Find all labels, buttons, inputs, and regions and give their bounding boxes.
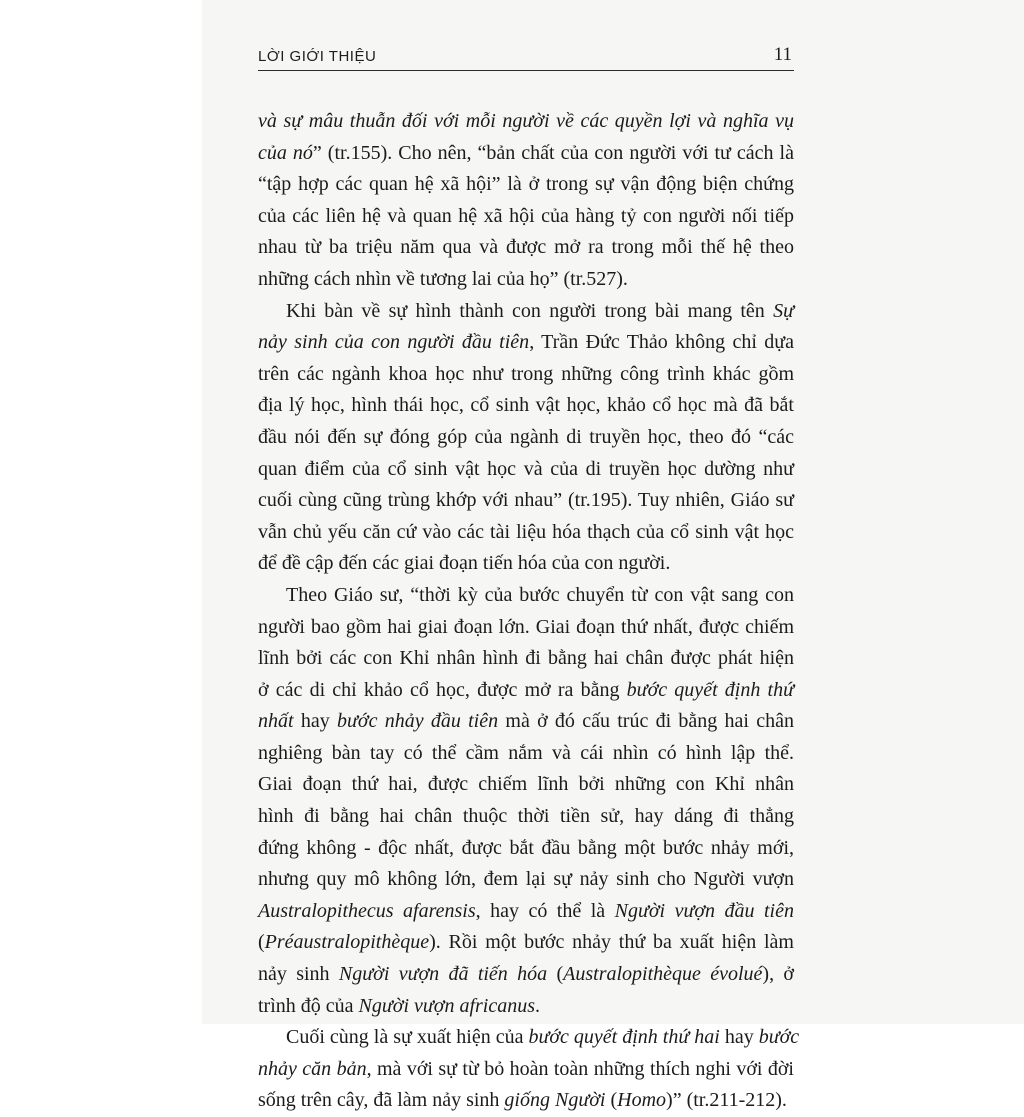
text-line <box>258 1054 794 1086</box>
text-line <box>258 454 794 486</box>
text-line <box>258 801 794 833</box>
text-line <box>258 359 794 391</box>
text-run: nhau từ ba triệu năm qua và được mở ra trong mỗi thế hệ theo <box>258 236 794 259</box>
text-line <box>258 612 794 644</box>
text-run: cuối cùng cũng trùng khớp với nhau” (tr.195). Tuy nhiên, Giáo sư <box>258 489 794 512</box>
text-run: đầu nói đến sự đóng góp của ngành di truyền học, theo đó “các <box>258 425 794 448</box>
text-run: . <box>535 994 541 1017</box>
italic-run: và sự mâu thuẫn đối với mỗi người về các quyền lợi và nghĩa vụ <box>258 110 794 132</box>
italic-run: bước <box>758 1026 800 1049</box>
italic-run: Australopithèque évolué <box>563 963 763 986</box>
text-run: )” (tr.211-212). <box>666 1089 787 1112</box>
italic-run: Người vượn đầu tiên <box>614 899 794 922</box>
paragraph <box>258 580 794 1022</box>
text-line <box>258 675 794 707</box>
italic-run: nhất <box>258 710 294 733</box>
paragraph <box>258 296 794 580</box>
text-run: Theo Giáo sư, “thời kỳ của bước chuyển từ con vật sang con <box>286 583 794 606</box>
italic-run: nhảy căn bản <box>258 1057 367 1080</box>
text-line <box>258 548 794 580</box>
page-number: 11 <box>773 44 792 65</box>
italic-run: Australopithecus afarensis <box>258 899 476 922</box>
text-run: “tập hợp các quan hệ xã hội” là ở trong sự vận động biện chứng <box>258 173 794 196</box>
text-line <box>258 738 794 770</box>
text-run: hay <box>293 710 337 733</box>
text-line <box>258 864 794 896</box>
text-run: ở các di chỉ khảo cổ học, được mở ra bằng <box>258 678 627 701</box>
text-run: để đề cập đến các giai đoạn tiến hóa của con người. <box>258 552 671 575</box>
body-text <box>258 106 800 1117</box>
text-run: , hay có thể là <box>475 899 615 922</box>
text-line <box>258 296 794 328</box>
text-line <box>258 769 794 801</box>
text-run: nghiêng bàn tay có thể cầm nắm và cái nhìn có hình lập thể. <box>258 741 794 764</box>
text-line <box>258 232 794 264</box>
text-run: lĩnh bởi các con Khỉ nhân hình đi bằng hai chân được phát hiện <box>258 647 794 670</box>
text-run: hay <box>719 1026 759 1049</box>
text-line <box>258 991 794 1023</box>
text-run: trình độ của <box>258 994 359 1017</box>
text-run: vẫn chủ yếu căn cứ vào các tài liệu hóa thạch của cổ sinh vật học <box>258 520 794 543</box>
text-line <box>258 896 794 928</box>
text-run: Giai đoạn thứ hai, được chiếm lĩnh bởi những con Khỉ nhân <box>258 773 794 796</box>
paragraph <box>258 1022 800 1117</box>
text-run: người bao gồm hai giai đoạn lớn. Giai đoạn thứ nhất, được chiếm <box>258 615 794 638</box>
text-run: ( <box>605 1089 618 1112</box>
text-run: mà ở đó cấu trúc đi bằng hai chân <box>498 710 795 733</box>
text-run: , mà với sự từ bỏ hoàn toàn những thích nghi với đời <box>366 1057 794 1080</box>
running-header <box>258 44 794 71</box>
text-line <box>258 706 794 738</box>
text-run: ), ở <box>762 963 794 986</box>
text-line <box>258 485 794 517</box>
text-run: hình đi bằng hai chân thuộc thời tiền sử, hay dáng đi thẳng <box>258 805 794 828</box>
text-line <box>258 833 794 865</box>
italic-run: bước nhảy đầu tiên <box>336 710 499 733</box>
text-line <box>258 201 794 233</box>
text-run: nhưng quy mô không lớn, đem lại sự nảy sinh cho Người vượn <box>258 868 794 891</box>
italic-run: Người vượn đã tiến hóa <box>338 963 548 986</box>
text-line <box>258 422 794 454</box>
text-line <box>258 1022 800 1054</box>
text-run: ( <box>258 931 265 954</box>
text-line <box>258 643 794 675</box>
text-line <box>258 580 794 612</box>
text-line <box>258 106 794 138</box>
text-line <box>258 927 794 959</box>
text-run: ( <box>547 963 564 986</box>
text-line <box>258 517 794 549</box>
text-run: của các liên hệ và quan hệ xã hội của hàng tỷ con người nối tiếp <box>258 204 794 227</box>
text-line <box>258 169 794 201</box>
text-run: những cách nhìn về tương lai của họ” (tr.527). <box>258 267 628 290</box>
italic-run: Sự <box>773 299 794 322</box>
text-run: nảy sinh <box>258 963 339 986</box>
text-run: đứng không - độc nhất, được bắt đầu bằng một bước nhảy mới, <box>258 836 794 859</box>
text-line <box>258 138 794 170</box>
paragraph <box>258 106 794 296</box>
italic-run: của nó <box>258 141 313 164</box>
italic-run: bước quyết định thứ hai <box>528 1026 720 1049</box>
text-line <box>258 264 794 296</box>
text-run: ). Rồi một bước nhảy thứ ba xuất hiện làm <box>429 931 794 954</box>
text-run: trên các ngành khoa học như trong những công trình khác gồm <box>258 362 794 385</box>
italic-run: nảy sinh của con người đầu tiên <box>258 331 530 354</box>
italic-run: Người vượn africanus <box>358 994 536 1017</box>
text-run: sống trên cây, đã làm nảy sinh <box>258 1089 505 1112</box>
text-run: quan điểm của cổ sinh vật học và của di truyền học dường như <box>258 457 794 480</box>
italic-run: bước quyết định thứ <box>626 678 795 701</box>
text-line <box>258 959 794 991</box>
chapter-title: LỜI GIỚI THIỆU <box>258 48 377 65</box>
italic-run: Homo <box>617 1089 667 1112</box>
text-run: Khi bàn về sự hình thành con người trong bài mang tên <box>286 299 774 322</box>
text-line <box>258 327 794 359</box>
text-run: ” (tr.155). Cho nên, “bản chất của con người với tư cách là <box>312 141 794 164</box>
italic-run: giống Người <box>504 1089 606 1112</box>
text-run: , Trần Đức Thảo không chỉ dựa <box>529 331 794 354</box>
text-run: Cuối cùng là sự xuất hiện của <box>286 1026 529 1049</box>
text-line <box>258 390 794 422</box>
text-run: địa lý học, hình thái học, cổ sinh vật học, khảo cổ học mà đã bắt <box>258 394 794 417</box>
italic-run: Préaustralopithèque <box>264 931 430 954</box>
text-line <box>258 1085 794 1117</box>
